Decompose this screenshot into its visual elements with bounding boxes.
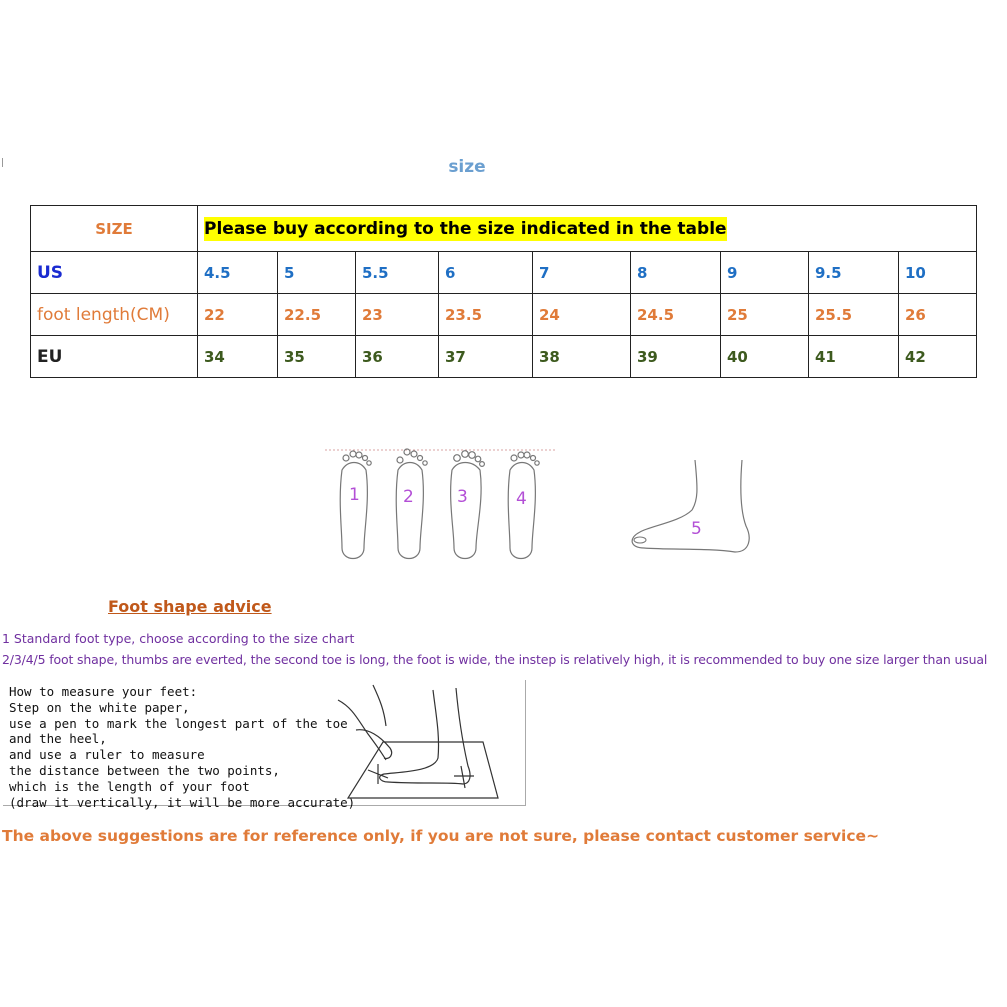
page-title: size (448, 157, 486, 177)
size-header: SIZE (31, 206, 198, 252)
advice-title: Foot shape advice (108, 597, 272, 616)
foot-length-cell: 25.5 (809, 294, 899, 336)
measure-line: Step on the white paper, (9, 699, 190, 715)
us-cell: 9.5 (809, 252, 899, 294)
eu-cell: 35 (278, 336, 356, 378)
foot-length-cell: 26 (899, 294, 977, 336)
foot-length-cell: 24 (533, 294, 631, 336)
eu-cell: 34 (198, 336, 278, 378)
size-notice-cell (198, 206, 977, 252)
foot-length-cell: 23.5 (439, 294, 533, 336)
eu-cell: 37 (439, 336, 533, 378)
foot-type-label: 3 (457, 487, 468, 507)
us-cell: 7 (533, 252, 631, 294)
us-cell: 8 (631, 252, 721, 294)
measure-panel (3, 680, 526, 810)
measure-instructions (9, 684, 355, 810)
foot-length-row (31, 294, 977, 336)
us-row (31, 252, 977, 294)
measure-line: which is the length of your foot (9, 778, 250, 794)
eu-cell: 41 (809, 336, 899, 378)
measure-line: How to measure your feet: (9, 684, 198, 699)
eu-cell: 36 (356, 336, 439, 378)
foot-length-cell: 25 (721, 294, 809, 336)
measure-line: and use a ruler to measure (9, 747, 205, 763)
measure-line: the distance between the two points, (9, 762, 280, 778)
us-cell: 4.5 (198, 252, 278, 294)
us-cell: 5.5 (356, 252, 439, 294)
foot-length-cell: 24.5 (631, 294, 721, 336)
measure-line: use a pen to mark the longest part of the toe (9, 715, 348, 731)
foot-type-label: 4 (516, 489, 527, 509)
foot-length-cell: 23 (356, 294, 439, 336)
measuring-illustration (328, 680, 518, 802)
foot-types-illustration (320, 440, 560, 590)
size-notice: Please buy according to the size indicated in the table (204, 218, 727, 239)
advice-line-1: 1 Standard foot type, choose according to the size chart (2, 631, 355, 646)
eu-cell: 40 (721, 336, 809, 378)
eu-row (31, 336, 977, 378)
eu-label: EU (31, 336, 198, 378)
us-cell: 5 (278, 252, 356, 294)
advice-line-2: 2/3/4/5 foot shape, thumbs are everted, the second toe is long, the foot is wide, the instep is relatively high, it is recommended to buy one size larger than usual (2, 652, 988, 667)
foot-length-cell: 22.5 (278, 294, 356, 336)
measure-line: and the heel, (9, 731, 107, 747)
eu-cell: 38 (533, 336, 631, 378)
foot-length-cell: 22 (198, 294, 278, 336)
size-table (30, 205, 977, 378)
footer-note: The above suggestions are for reference only, if you are not sure, please contact customer service~ (2, 827, 880, 845)
eu-cell: 39 (631, 336, 721, 378)
foot-type-label: 1 (349, 485, 360, 505)
us-cell: 6 (439, 252, 533, 294)
eu-cell: 42 (899, 336, 977, 378)
foot-length-label: foot length(CM) (31, 294, 198, 336)
high-instep-illustration (600, 430, 820, 610)
us-cell: 10 (899, 252, 977, 294)
foot-type-label: 2 (403, 487, 414, 507)
us-label: US (31, 252, 198, 294)
foot-type-label: 5 (691, 519, 702, 539)
us-cell: 9 (721, 252, 809, 294)
measure-line: (draw it vertically, it will be more accurate) (9, 794, 356, 810)
